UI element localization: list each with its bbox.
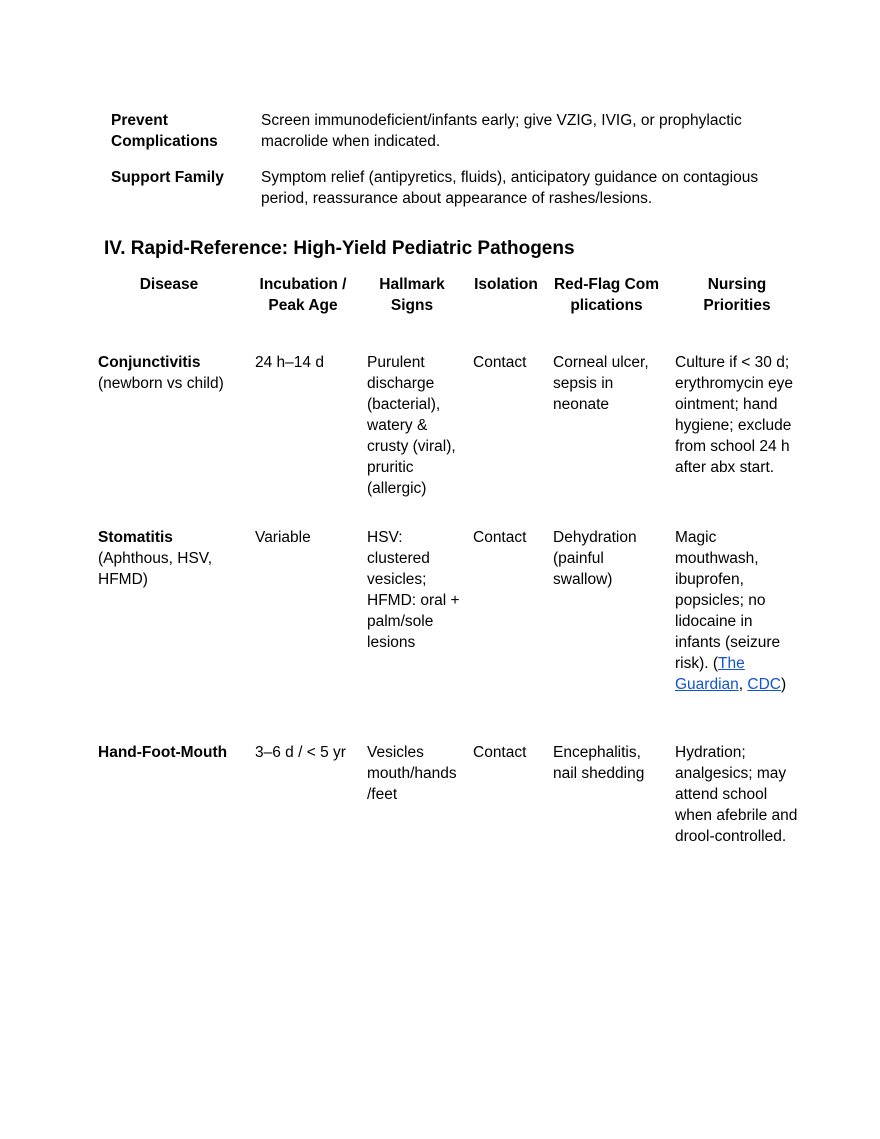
table-cell-isolation: Contact <box>473 354 527 371</box>
table-cell-complications: Encephalitis, nail shedding <box>553 744 645 782</box>
priorities-text: Magic mouthwash, ibuprofen, popsicles; no lidocaine in infants (seizure risk). ( <box>675 529 781 672</box>
disease-name: Conjunctivitis <box>98 354 201 371</box>
header-nursing-priorities: Nursing Priorities <box>703 276 771 314</box>
disease-name: Stomatitis <box>98 529 173 546</box>
table-row-disease <box>98 742 248 763</box>
citation-link-guardian[interactable]: The Guardian <box>675 655 745 693</box>
table-row-disease <box>98 527 248 590</box>
table-cell-isolation: Contact <box>473 529 527 546</box>
table-cell-priorities <box>675 527 799 695</box>
citation-close: ) <box>780 676 787 693</box>
kv-value: Screen immunodeficient/infants early; give VZIG, IVIG, or prophylactic macrolide when indicated. <box>261 112 742 150</box>
citation-separator: , <box>738 676 748 693</box>
header-hallmark-signs: Hallmark Signs <box>379 276 445 314</box>
kv-key: Prevent Complications <box>111 112 218 150</box>
table-cell-signs: Vesicles mouth/hands /feet <box>367 744 457 803</box>
header-disease: Disease <box>139 276 199 293</box>
section-title: IV. Rapid-Reference: High-Yield Pediatric Pathogens <box>104 238 575 259</box>
kv-value: Symptom relief (antipyretics, fluids), anticipatory guidance on contagious period, reassurance about appearance of rashes/lesions. <box>261 169 759 207</box>
table-cell-priorities: Hydration; analgesics; may attend school when afebrile and drool-controlled. <box>675 744 798 845</box>
table-cell-incubation: 3–6 d / < 5 yr <box>255 744 346 761</box>
table-cell-priorities: Culture if < 30 d; erythromycin eye ointment; hand hygiene; exclude from school 24 h after abx start. <box>675 354 794 476</box>
header-red-flag: Red-Flag Complications <box>553 276 660 314</box>
table-cell-signs: Purulent discharge (bacterial), watery & crusty (viral), pruritic (allergic) <box>367 354 456 497</box>
disease-subtitle: (newborn vs child) <box>98 375 224 392</box>
header-incubation: Incubation / Peak Age <box>259 276 347 314</box>
citation-link-cdc[interactable]: CDC <box>747 676 781 693</box>
table-cell-isolation: Contact <box>473 744 527 761</box>
header-isolation: Isolation <box>474 276 538 293</box>
disease-name: Hand-Foot-Mouth <box>98 744 228 761</box>
kv-key: Support Family <box>111 169 224 186</box>
table-cell-incubation: 24 h–14 d <box>255 354 324 371</box>
table-cell-incubation: Variable <box>255 529 311 546</box>
table-row-disease <box>98 352 248 394</box>
table-cell-complications: Corneal ulcer, sepsis in neonate <box>553 354 649 413</box>
table-cell-complications: Dehydration (painful swallow) <box>553 529 637 588</box>
table-cell-signs: HSV: clustered vesicles; HFMD: oral + palm/sole lesions <box>367 529 460 651</box>
disease-subtitle: (Aphthous, HSV, HFMD) <box>98 550 213 588</box>
